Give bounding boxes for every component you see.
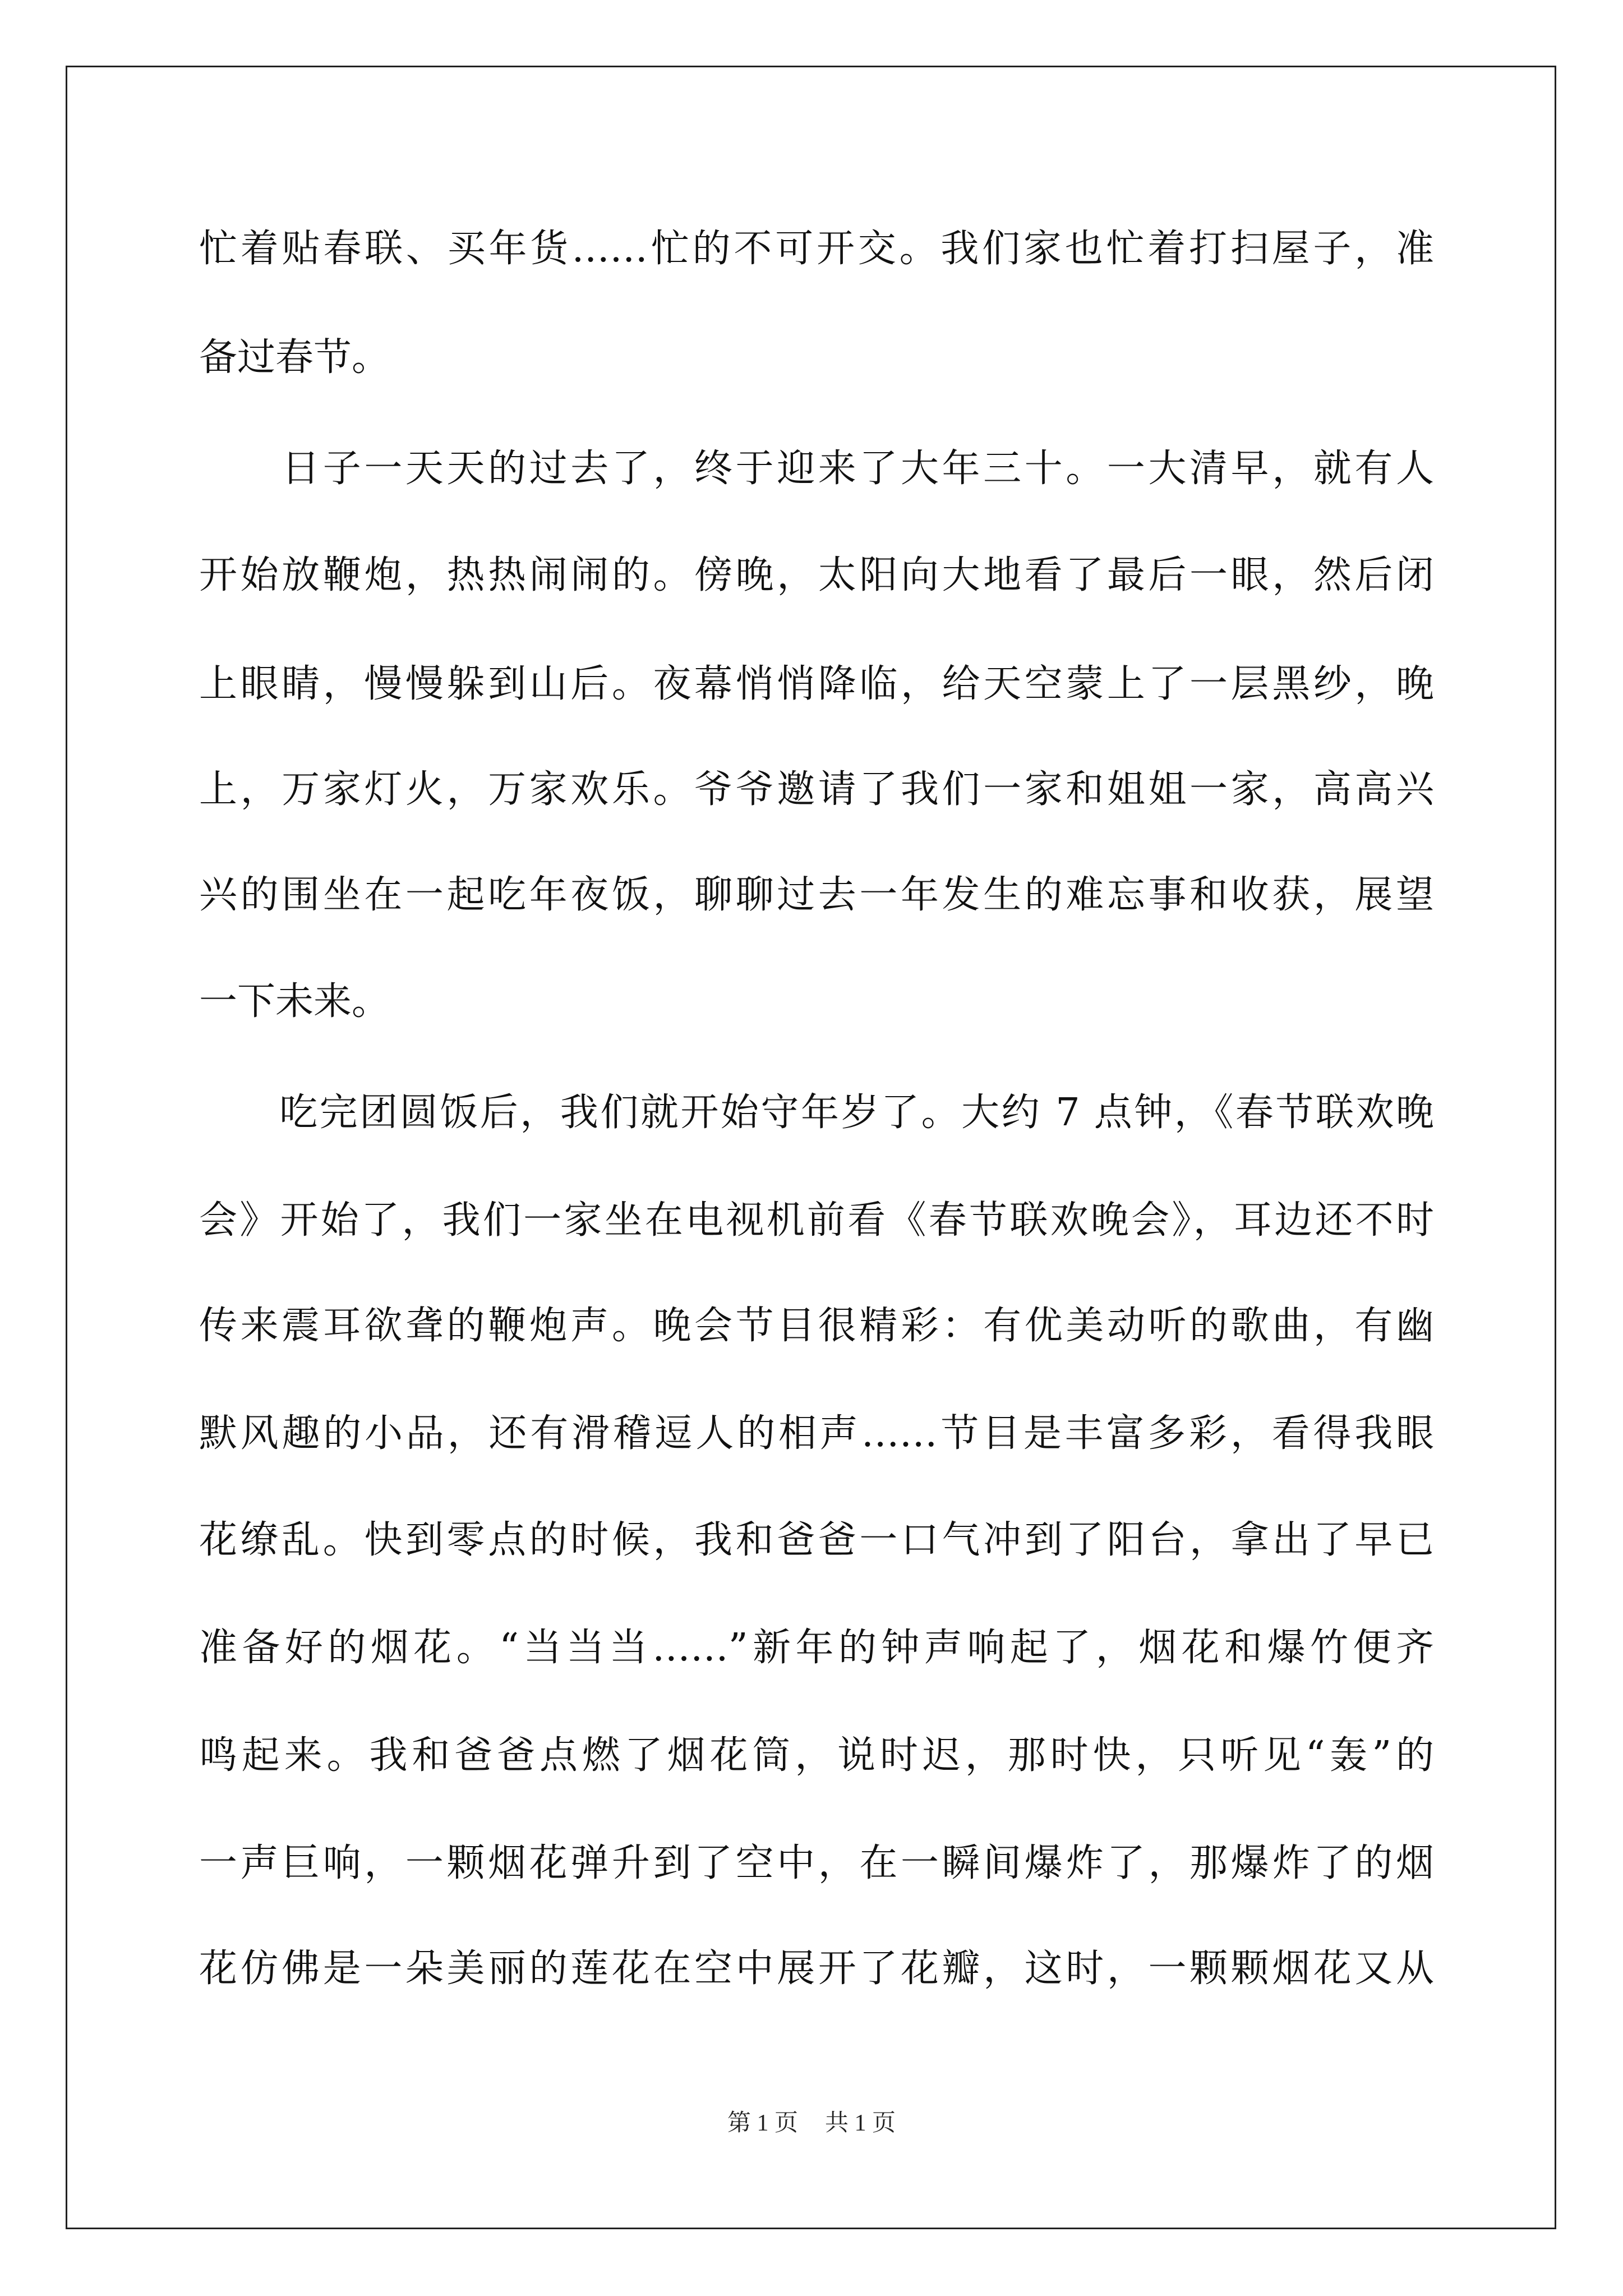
text-line: 兴的围坐在一起吃年夜饭，聊聊过去一年发生的难忘事和收获，展望 [199, 873, 1434, 917]
text-line: 一声巨响，一颗烟花弹升到了空中，在一瞬间爆炸了，那爆炸了的烟 [199, 1841, 1434, 1885]
text-line: 忙着贴春联、买年货……忙的不可开交。我们家也忙着打扫屋子，准 [199, 227, 1434, 271]
text-line: 日子一天天的过去了，终于迎来了大年三十。一大清早，就有人 [199, 447, 1434, 491]
text-line: 吃完团圆饭后，我们就开始守年岁了。大约 7 点钟，《春节联欢晚 [199, 1091, 1434, 1135]
text-line: 会》开始了，我们一家坐在电视机前看《春节联欢晚会》，耳边还不时 [199, 1198, 1434, 1243]
text-line: 花缭乱。快到零点的时候，我和爸爸一口气冲到了阳台，拿出了早已 [199, 1518, 1434, 1562]
text-line: 开始放鞭炮，热热闹闹的。傍晚，太阳向大地看了最后一眼，然后闭 [199, 553, 1434, 597]
text-line: 备过春节。 [199, 335, 390, 380]
text-line: 花仿佛是一朵美丽的莲花在空中展开了花瓣，这时，一颗颗烟花又从 [199, 1947, 1434, 1991]
text-line: 默风趣的小品，还有滑稽逗人的相声……节目是丰富多彩，看得我眼 [199, 1411, 1434, 1456]
page-footer [0, 2106, 1623, 2140]
text-line: 上，万家灯火，万家欢乐。爷爷邀请了我们一家和姐姐一家，高高兴 [199, 767, 1434, 812]
page-number-current: 第 1 页 [727, 2110, 798, 2136]
text-line: 鸣起来。我和爸爸点燃了烟花筒，说时迟，那时快，只听见“轰”的 [199, 1733, 1434, 1778]
text-line: 传来震耳欲聋的鞭炮声。晚会节目很精彩：有优美动听的歌曲，有幽 [199, 1304, 1434, 1348]
text-line: 一下未来。 [199, 979, 390, 1024]
text-line: 准备好的烟花。“当当当……”新年的钟声响起了，烟花和爆竹便齐 [199, 1626, 1434, 1670]
page-number-total: 共 1 页 [825, 2110, 896, 2136]
text-line: 上眼睛，慢慢躲到山后。夜幕悄悄降临，给天空蒙上了一层黑纱，晚 [199, 662, 1434, 706]
